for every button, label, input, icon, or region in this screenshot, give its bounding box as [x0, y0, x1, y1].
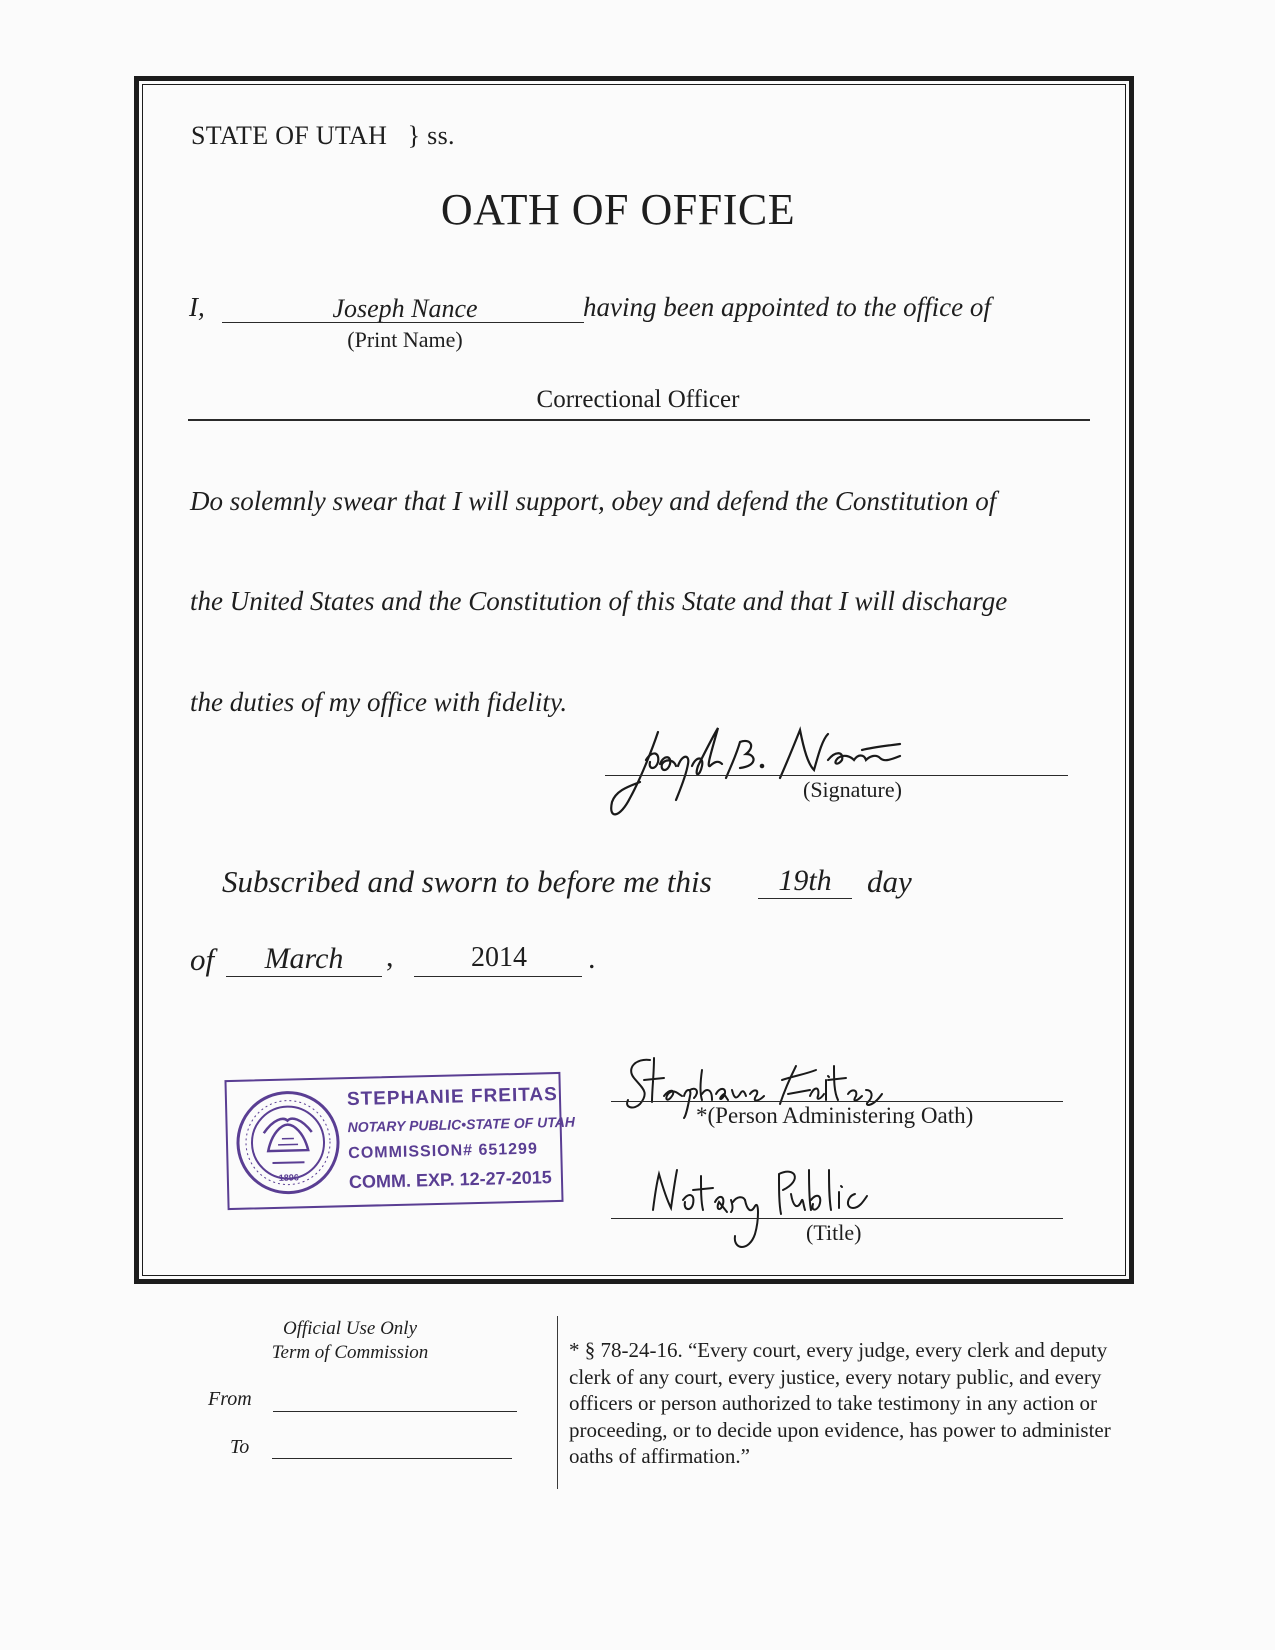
state-seal-icon	[233, 1087, 344, 1198]
title-caption: (Title)	[806, 1220, 862, 1245]
signature-line	[605, 775, 1068, 776]
print-name-line	[222, 322, 584, 323]
signature-caption: (Signature)	[803, 777, 902, 802]
print-name-caption: (Print Name)	[347, 327, 463, 352]
i-label: I,	[189, 292, 205, 322]
footer-divider	[557, 1316, 558, 1489]
oath-line-2: the United States and the Constitution of this State and that I will discharge	[190, 586, 1008, 616]
stamp-commission: COMMISSION# 651299	[348, 1140, 539, 1163]
administrator-signature-line	[611, 1101, 1063, 1102]
office-value: Correctional Officer	[536, 386, 740, 413]
print-name-value: Joseph Nance	[332, 294, 478, 323]
day-word: day	[867, 864, 912, 899]
state-label: STATE OF UTAH	[191, 121, 388, 150]
office-line	[188, 419, 1090, 421]
oath-line-3: the duties of my office with fidelity.	[190, 687, 568, 717]
title-line	[611, 1218, 1063, 1219]
month-line	[226, 976, 382, 977]
venue-line	[191, 121, 455, 151]
day-line	[758, 898, 852, 899]
month-value: March	[264, 942, 344, 975]
year-value: 2014	[471, 942, 527, 973]
to-line	[272, 1458, 512, 1459]
seal-year: 1896	[278, 1172, 299, 1183]
period: .	[588, 942, 596, 975]
official-use-block	[255, 1317, 445, 1365]
appointed-text: having been appointed to the office of	[583, 292, 991, 322]
stamp-name: STEPHANIE FREITAS	[346, 1083, 559, 1111]
title-signature	[645, 1160, 905, 1260]
statute-note: * § 78-24-16. “Every court, every judge, every clerk and deputy clerk of any court, every justice, every notary public, and every officers or person authorized to take testimony in any action or proceeding, or to decide upon evidence, has power to administer oaths of affirmation.”	[569, 1338, 1111, 1468]
official-use-label: Official Use Only	[282, 1318, 418, 1339]
comma: ,	[386, 940, 394, 973]
of-word: of	[190, 942, 215, 977]
document-title: OATH OF OFFICE	[440, 185, 796, 234]
ss-label: } ss.	[407, 121, 455, 150]
from-label: From	[208, 1388, 252, 1410]
oath-line-1: Do solemnly swear that I will support, obey and defend the Constitution of	[190, 486, 997, 516]
day-value: 19th	[778, 864, 832, 897]
stamp-expiration: COMM. EXP. 12-27-2015	[348, 1167, 552, 1193]
subscribed-text: Subscribed and sworn to before me this	[222, 864, 712, 899]
year-line	[414, 976, 582, 977]
term-of-commission-label: Term of Commission	[271, 1342, 429, 1363]
from-line	[273, 1411, 517, 1412]
stamp-notary-line: NOTARY PUBLIC•STATE OF UTAH	[347, 1113, 576, 1136]
notary-stamp	[224, 1072, 576, 1210]
to-label: To	[230, 1436, 250, 1458]
administrator-caption: *(Person Administering Oath)	[696, 1103, 974, 1128]
